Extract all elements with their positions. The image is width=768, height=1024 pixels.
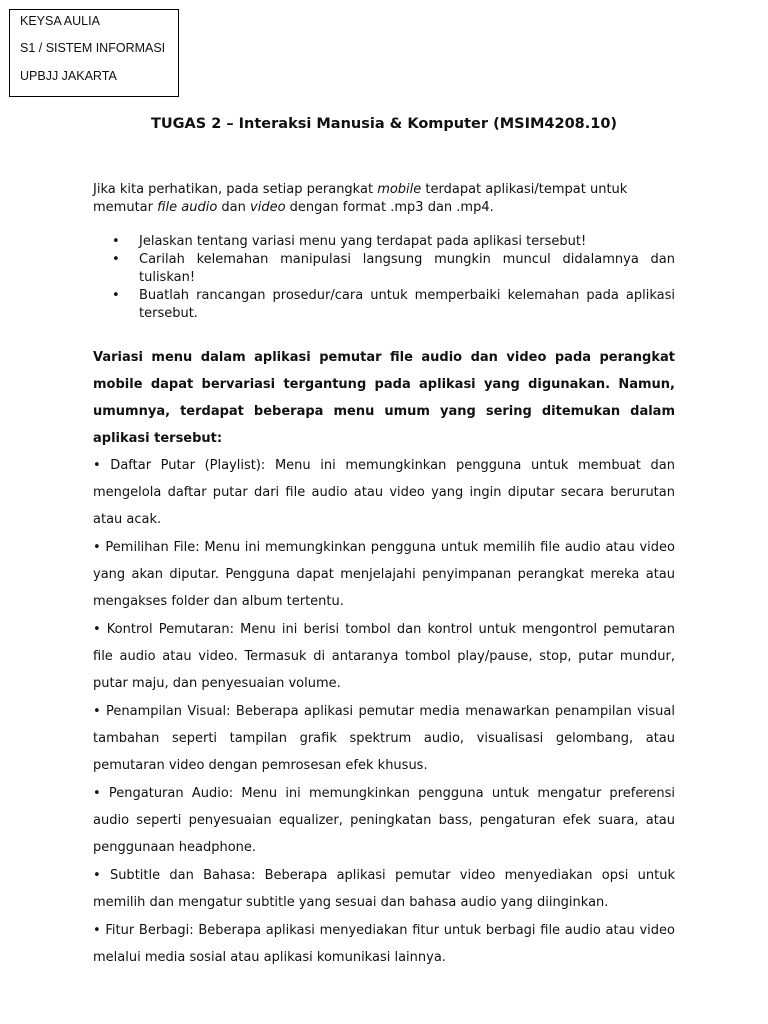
student-info-box bbox=[9, 9, 179, 97]
task-item: • Carilah kelemahan manipulasi langsung mungkin muncul didalamnya dan tuliskan! bbox=[93, 251, 675, 287]
answer-item: • Daftar Putar (Playlist): Menu ini memungkinkan pengguna untuk membuat dan mengelola daftar putar dari file audio atau video yang ingin diputar secara berurutan atau acak. bbox=[93, 458, 675, 527]
answer-item: • Kontrol Pemutaran: Menu ini berisi tombol dan kontrol untuk mengontrol pemutaran file audio atau video. Termasuk di antaranya tombol play/pause, stop, putar mundur, putar maju, dan penyesuaian volume. bbox=[93, 622, 675, 691]
answer-item: • Pengaturan Audio: Menu ini memungkinkan pengguna untuk mengatur preferensi audio seperti penyesuaian equalizer, peningkatan bass, pengaturan efek suara, atau penggunaan headphone. bbox=[93, 786, 675, 855]
answer-item: • Subtitle dan Bahasa: Beberapa aplikasi pemutar video menyediakan opsi untuk memilih dan mengatur subtitle yang sesuai dan bahasa audio yang diinginkan. bbox=[93, 868, 675, 910]
answer-item: • Pemilihan File: Menu ini memungkinkan pengguna untuk memilih file audio atau video yang akan diputar. Pengguna dapat menjelajahi penyimpanan perangkat mereka atau mengakses folder dan album tertentu. bbox=[93, 540, 675, 609]
student-program: S1 / SISTEM INFORMASI bbox=[20, 41, 166, 55]
task-item: • Buatlah rancangan prosedur/cara untuk memperbaiki kelemahan pada aplikasi tersebut. bbox=[93, 287, 675, 323]
answer-item: • Penampilan Visual: Beberapa aplikasi pemutar media menawarkan penampilan visual tambahan seperti tampilan grafik spektrum audio, visualisasi gelombang, atau pemutaran video dengan pemrosesan efek khusus. bbox=[93, 704, 675, 773]
task-item: • Jelaskan tentang variasi menu yang terdapat pada aplikasi tersebut! bbox=[93, 233, 675, 251]
task-list bbox=[93, 233, 675, 323]
answer-section bbox=[93, 344, 675, 972]
intro-paragraph: Jika kita perhatikan, pada setiap perangkat mobile terdapat aplikasi/tempat untuk memutar file audio dan video dengan format .mp3 dan .mp4. bbox=[93, 182, 628, 215]
student-name: KEYSA AULIA bbox=[20, 14, 100, 28]
answer-item: • Fitur Berbagi: Beberapa aplikasi menyediakan fitur untuk berbagi file audio atau video melalui media sosial atau aplikasi komunikasi lainnya. bbox=[93, 923, 675, 965]
student-campus: UPBJJ JAKARTA bbox=[20, 69, 117, 83]
assignment-title: TUGAS 2 – Interaksi Manusia & Komputer (MSIM4208.10) bbox=[150, 116, 618, 132]
answer-intro: Variasi menu dalam aplikasi pemutar file audio dan video pada perangkat mobile dapat bervariasi tergantung pada aplikasi yang digunakan. Namun, umumnya, terdapat beberapa menu umum yang sering ditemukan dalam aplikasi tersebut: bbox=[93, 350, 675, 446]
